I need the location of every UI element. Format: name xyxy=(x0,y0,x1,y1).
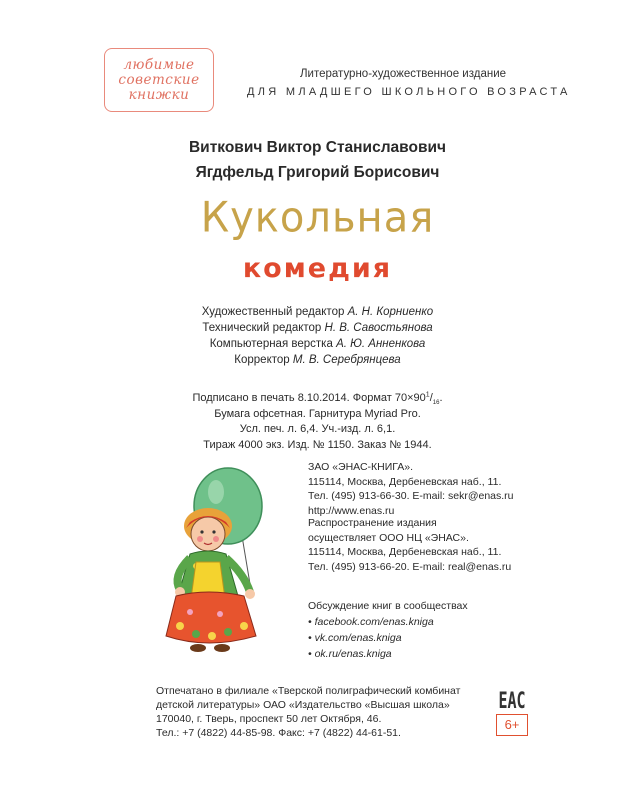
distribution-info xyxy=(308,516,558,574)
distribution-line: осуществляет ООО НЦ «ЭНАС». xyxy=(308,531,469,544)
edition-type: Литературно-художественное издание xyxy=(300,68,507,80)
social-links xyxy=(308,598,468,662)
doll-face xyxy=(191,517,225,551)
print-signed-text: Подписано в печать 8.10.2014. Формат 70×90 xyxy=(192,392,426,404)
distribution-line: 115114, Москва, Дербеневская наб., 11. xyxy=(308,546,502,558)
publisher-website: http://www.enas.ru xyxy=(308,504,395,517)
credit-role: Технический редактор xyxy=(202,322,322,334)
book-title-line1: Кукольная xyxy=(200,193,435,243)
printer-line: детской литературы» ОАО «Издательство «Высшая школа» xyxy=(156,699,450,711)
book-title-line2: комедия xyxy=(242,253,393,284)
print-run: Тираж 4000 экз. Изд. № 1150. Заказ № 1944. xyxy=(203,438,432,451)
age-rating-badge: 6+ xyxy=(496,714,528,736)
print-info xyxy=(0,391,635,453)
credit-name: М. В. Серебрянцева xyxy=(292,354,401,366)
doll-illustration xyxy=(160,466,300,656)
credit-row xyxy=(0,304,635,320)
publisher-info xyxy=(308,460,548,518)
print-signed: Подписано в печать 8.10.2014. Формат $70\times 90^1/_{16}$. xyxy=(192,391,443,407)
print-sheets: Усл. печ. л. 6,4. Уч.-изд. л. 6,1. xyxy=(239,423,396,435)
publisher-address: 115114, Москва, Дербеневская наб., 11. xyxy=(308,475,502,488)
series-logo-line1: любимые xyxy=(123,56,195,73)
format-sup: 1 xyxy=(425,391,430,399)
credit-row xyxy=(0,336,635,352)
credit-row xyxy=(0,352,635,368)
vk-link[interactable]: • vk.com/enas.kniga xyxy=(308,632,402,644)
series-logo-line3: книжки xyxy=(128,86,190,103)
credit-role: Художественный редактор xyxy=(201,306,345,318)
author-2: Ягдфельд Григорий Борисович xyxy=(195,164,440,181)
credits-block xyxy=(0,304,635,368)
distribution-line: Тел. (495) 913-66-20. E-mail: real@enas.ru xyxy=(308,560,512,573)
series-logo xyxy=(104,48,214,112)
ok-link[interactable]: • ok.ru/enas.kniga xyxy=(308,648,392,660)
printer-line: Отпечатано в филиале «Тверской полиграфический комбинат xyxy=(156,685,461,697)
publisher-contacts: Тел. (495) 913-66-30. E-mail: sekr@enas.ru xyxy=(308,490,514,502)
publisher-name: ЗАО «ЭНАС-КНИГА». xyxy=(308,461,414,473)
series-logo-line2: советские xyxy=(118,71,200,88)
author-1: Виткович Виктор Станиславович xyxy=(188,139,447,156)
printer-info xyxy=(156,684,460,740)
print-paper: Бумага офсетная. Гарнитура Myriad Pro. xyxy=(214,407,421,420)
credit-name: А. Н. Корниенко xyxy=(347,306,434,318)
printer-line: Тел.: +7 (4822) 44-85-98. Факс: +7 (4822) 44-61-51. xyxy=(156,727,401,739)
credit-row xyxy=(0,320,635,336)
credit-role: Компьютерная верстка xyxy=(209,338,333,350)
social-heading: Обсуждение книг в сообществах xyxy=(308,600,468,612)
eac-mark: EAC xyxy=(498,687,526,714)
printer-line: 170040, г. Тверь, проспект 50 лет Октября, 46. xyxy=(156,713,382,725)
credit-role: Корректор xyxy=(234,354,290,366)
edition-audience: ДЛЯ МЛАДШЕГО ШКОЛЬНОГО ВОЗРАСТА xyxy=(247,86,571,98)
format-sub: 16 xyxy=(432,400,440,407)
facebook-link[interactable]: • facebook.com/enas.kniga xyxy=(308,616,434,628)
credit-name: Н. В. Савостьянова xyxy=(324,322,433,334)
distribution-line: Распространение издания xyxy=(308,517,437,529)
credit-name: А. Ю. Анненкова xyxy=(336,338,426,350)
